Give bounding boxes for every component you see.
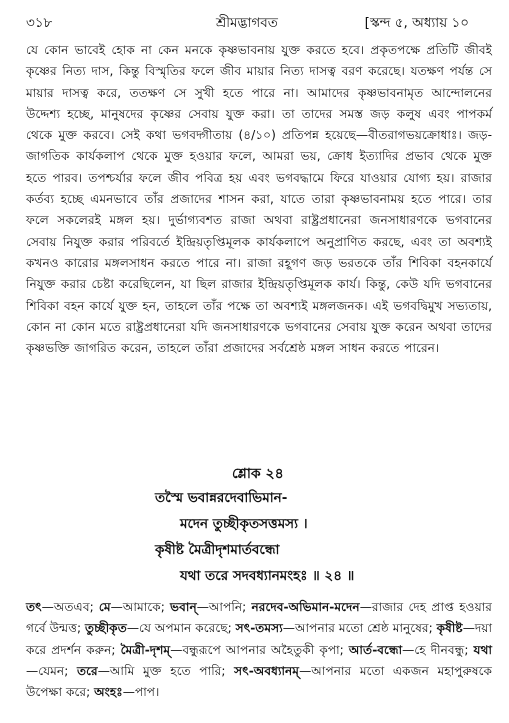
book-title: শ্রীমদ্ভাগবত xyxy=(216,15,278,31)
synonym-word: যথা xyxy=(473,642,492,657)
synonym-meaning: —আপনার মতো একজন মহাপুরুষকে উপেক্ষা করে; xyxy=(26,663,493,700)
verse-line: তস্মৈ ভবান্নরদেবাভিমান- xyxy=(155,490,288,506)
synonym-word: সৎ-তমস্য xyxy=(235,621,283,636)
synonym-word: তুচ্ছীকৃত xyxy=(85,621,127,636)
running-header xyxy=(0,12,509,34)
synonym-meaning: —হে দীনবন্ধু; xyxy=(402,642,474,657)
synonym-word: তৎ xyxy=(26,600,42,614)
synonym-word: ভবান্‌ xyxy=(170,600,197,614)
synonym-word: নরদেব-অভিমান-মদেন xyxy=(251,600,360,614)
synonym-meaning: —পাপ। xyxy=(122,685,160,700)
synonym-word: সৎ-অবধ্যানম্‌ xyxy=(234,663,300,678)
synonym-meaning: —যে অপমান করেছে; xyxy=(126,621,236,636)
synonym-meaning: —আমি মুক্ত হতে পারি; xyxy=(97,663,235,678)
synonym-word: মে xyxy=(98,600,111,614)
synonym-word: কৃষীষ্ট xyxy=(436,621,463,636)
synonym-meaning: —আমাকে; xyxy=(110,600,171,614)
synonym-meaning: —অতএব; xyxy=(41,600,99,614)
synonym-word: আর্ত-বন্ধো xyxy=(348,642,403,657)
synonym-meaning: —দয়া করে প্রদর্শন করুন; xyxy=(26,621,492,657)
synonym-meaning: —আপনার মতো শ্রেষ্ঠ মানুষের; xyxy=(282,621,437,636)
verse-number: শ্লোক ২৪ xyxy=(232,466,284,482)
synonym-word: অংহঃ xyxy=(94,685,123,700)
synonym-word: মৈত্রী-দৃশম্‌ xyxy=(120,642,171,657)
synonym-meaning: —যেমন; xyxy=(26,663,77,678)
synonym-word: তরে xyxy=(76,663,98,678)
synonyms-paragraph xyxy=(26,597,492,703)
synonym-meaning: —আপনি; xyxy=(196,600,252,614)
verse-line: কৃষীষ্ট মৈত্রীদৃশমার্তবন্ধো xyxy=(155,542,280,558)
page-number: ৩১৮ xyxy=(26,15,53,31)
verse-line: যথা তরে সদবধ্যানমংহঃ ॥ ২৪ ॥ xyxy=(180,568,355,584)
purport-paragraph: যে কোন ভাবেই হোক না কেন মনকে কৃষ্ণভাবনায় যুক্ত করতে হবে। প্রকৃতপক্ষে প্রতিটি জীবই কৃষ্ণের নিত্য দাস, কিন্তু বিস্মৃতির ফলে জীব মায়ার নিত্য দাসত্ব বরণ করেছে। যতক্ষণ পর্যন্ত সে মায়ার দাসত্ব করে, ততক্ষণ সে সুখী হতে পারে না। আমাদের কৃষ্ণভাবনামৃত আন্দোলনের উদ্দেশ্য হচ্ছে, মানুষদের কৃষ্ণের সেবায় যুক্ত করা। তা তাদের সমস্ত জড় কলুষ এবং পাপকর্ম থেকে মুক্ত করবে। সেই কথা ভগবদ্গীতায় (৪/১০) প্রতিপন্ন হয়েছে—বীতরাগভয়ক্রোধাঃ। জড়-জাগতিক কার্যকলাপ থেকে মুক্ত হওয়ার ফলে, আমরা ভয়, ক্রোধ ইত্যাদির প্রভাব থেকে মুক্ত হতে পারব। তপশ্চর্যার ফলে জীব পবিত্র হয় এবং ভগবদ্ধামে ফিরে যাওয়ার যোগ্য হয়। রাজার কর্তব্য হচ্ছে এমনভাবে তাঁর প্রজাদের শাসন করা, যাতে তারা কৃষ্ণভাবনাময় হতে পারে। তার ফলে সকলেরই মঙ্গল হয়। দুর্ভাগ্যবশত রাজা অথবা রাষ্ট্রপ্রধানেরা জনসাধারণকে ভগবানের সেবায় নিযুক্ত করার পরিবর্তে ইন্দ্রিয়তৃপ্তিমূলক কার্যকলাপে অনুপ্রাণিত করছে, এবং তা অবশ্যই কখনও কারোর মঙ্গলসাধন করতে পারে না। রাজা রহূগণ জড় ভরতকে তাঁর শিবিকা বহনকার্যে নিযুক্ত করার চেষ্টা করেছিলেন, যা ছিল রাজার ইন্দ্রিয়তৃপ্তিমূলক কার্য। কিন্তু, কেউ যদি ভগবানের শিবিকা বহন কার্যে যুক্ত হন, তাহলে তাঁর পক্ষে তা অবশ্যই মঙ্গলজনক। এই ভগবদ্বিমুখ সভ্যতায়, কোন না কোন মতে রাষ্ট্রপ্রধানেরা যদি জনসাধারণকে ভগবানের সেবায় যুক্ত করেন অথবা তাদের কৃষ্ণভক্তি জাগরিত করেন, তাহলে তাঁরা প্রজাদের সর্বশ্রেষ্ঠ মঙ্গল সাধন করতে পারেন। xyxy=(26,43,492,356)
verse-line: মদেন তুচ্ছীকৃতসত্তমস্য । xyxy=(180,516,308,532)
chapter-reference: [স্কন্দ ৫, অধ্যায় ১০ xyxy=(364,15,469,31)
synonym-meaning: —রাজার দেহ প্রাপ্ত হওয়ার গর্বে উন্মত্ত; xyxy=(26,600,492,636)
synonym-meaning: —বন্ধুরূপে আপনার অহৈতুকী কৃপা; xyxy=(170,642,349,657)
